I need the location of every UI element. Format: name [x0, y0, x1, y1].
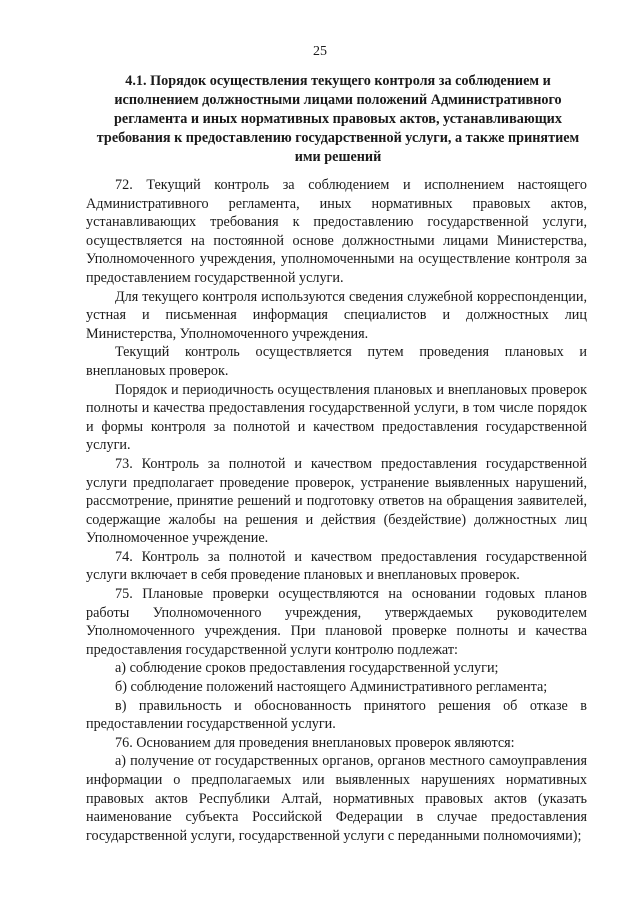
paragraph-72-sources: Для текущего контроля используются сведения служебной корреспонденции, устная и письменная информация специалистов и должностных лиц Министерства, Уполномоченного учреждения.: [86, 288, 587, 342]
section-heading: 4.1. Порядок осуществления текущего контроля за соблюдением и исполнением должностными лицами положений Административного регламента и иных нормативных правовых актов, устанавливающих требования к предоставлению государственной услуги, а также принятием ими решений: [96, 73, 580, 165]
paragraph-75: 75. Плановые проверки осуществляются на основании годовых планов работы Уполномоченного учреждения, утверждаемых руководителем Уполномоченного учреждения. При плановой проверке полноты и качества предоставления государственной услуги контролю подлежат:: [86, 586, 587, 658]
paragraph-73: 73. Контроль за полнотой и качеством предоставления государственной услуги предполагает проведение проверок, устранение выявленных нарушений, рассмотрение, принятие решений и подготовку ответов на обращения заявителей, содержащие жалобы на решения и действия (бездействие) должностных лиц Уполномоченное учреждение.: [86, 455, 587, 547]
paragraph-72: 72. Текущий контроль за соблюдением и исполнением настоящего Административного регламента, иных нормативных правовых актов, устанавливающих требования к предоставлению государственной услуги, осуществляется на постоянной основе должностными лицами Министерства, Уполномоченного учреждения, уполномоченными на осуществление контроля за предоставлением государственной услуги.: [86, 177, 587, 286]
list-item-v: в) правильность и обоснованность принятого решения об отказе в предоставлении государственной услуги.: [86, 697, 587, 733]
page-number: 25: [313, 44, 327, 59]
paragraph-74: 74. Контроль за полнотой и качеством предоставления государственной услуги включает в себя проведение плановых и внеплановых проверок.: [86, 548, 587, 584]
list-item-76a: а) получение от государственных органов, органов местного самоуправления информации о предполагаемых или выявленных нарушениях нормативных правовых актов Республики Алтай, нормативных правовых актов (указать наименование субъекта Российской Федерации в случае предоставления государственной услуги, государственной услуги с переданными полномочиями);: [86, 753, 587, 844]
document-body: [86, 176, 587, 845]
list-item-a: а) соблюдение сроков предоставления государственной услуги;: [115, 660, 499, 677]
paragraph-72-order: Порядок и периодичность осуществления плановых и внеплановых проверок полноты и качества предоставления государственной услуги, в том числе порядок и формы контроля за полнотой и качеством предоставления государственной услуги.: [86, 381, 587, 454]
list-item-b: б) соблюдение положений настоящего Административного регламента;: [115, 679, 548, 696]
paragraph-76: 76. Основанием для проведения внеплановых проверок являются:: [115, 734, 515, 751]
paragraph-72-methods: Текущий контроль осуществляется путем проведения плановых и внеплановых проверок.: [86, 344, 587, 379]
